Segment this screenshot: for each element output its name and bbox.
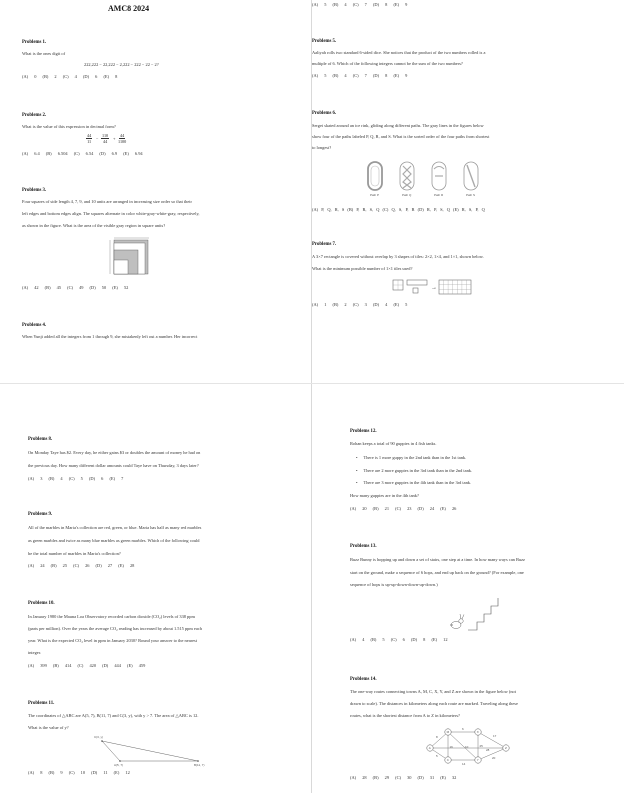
problem-6-line-1: Sergei skated around an ice rink, gliding along different paths. The gray lines in the figures below — [312, 123, 484, 128]
problem-4-text: When Yunji added all the integers from 1 through 9, she mistakenly left out a number. Her incorrect — [22, 334, 198, 339]
tiles-arrow: → — [431, 285, 437, 291]
problem-4-choices: (A) 5 (B) 4 (C) 7 (D) 8 (E) 9 — [312, 2, 408, 7]
problem-12-question: How many guppies are in the 4th tank? — [350, 493, 419, 498]
problem-12-bullet-3: • There are 3 more guppies in the 4th tank than in the 3rd tank. — [356, 480, 471, 485]
problem-13-stairs-figure — [446, 592, 502, 634]
problem-6-line-3: to longest? — [312, 145, 332, 150]
problem-2-choices: (A) 6.4 (B) 6.504 (C) 6.54 (D) 6.9 (E) 6.94 — [22, 151, 143, 156]
problem-13-line-2: start on the ground, make a sequence of 6 hops, and end up back on the ground? (For example, one — [350, 570, 524, 575]
problem-9-heading: Problems 9. — [28, 512, 53, 517]
problem-14-line-2: drawn to scale). The distances in kilometers along each route are marked. Traveling along these — [350, 701, 518, 706]
problem-8-line-1: On Monday Taye has $2. Every day, he either gains $3 or doubles the amount of money he had on — [28, 450, 201, 455]
problem-13-choices: (A) 4 (B) 5 (C) 6 (D) 8 (E) 12 — [350, 637, 448, 642]
problem-6-choices: (A) P, Q, R, S (B) P, R, S, Q (C) Q, S, P, R (D) R, P, S, Q (E) R, S, P, Q — [312, 207, 485, 212]
path-q-label: Path Q — [402, 193, 412, 197]
problem-3-line-3: as shown in the figure. What is the area of the visible gray region in square units? — [22, 223, 166, 228]
label-point-a: A(5, 7) — [114, 763, 124, 767]
fraction-3: $\frac{44}{1100}$ — [118, 133, 127, 144]
problem-13-line-1: Buzz Bunny is hopping up and down a set of stairs, one step at a time. In how many ways can Buzz — [350, 557, 525, 562]
page-gutter-horizontal — [0, 383, 624, 384]
path-s-figure — [464, 162, 478, 190]
path-r-figure — [432, 162, 446, 190]
bunny-icon — [451, 614, 464, 629]
problem-10-heading: Problems 10. — [28, 601, 55, 606]
weight-6: 17 — [493, 734, 497, 738]
problem-12-heading: Problems 12. — [350, 429, 377, 434]
node-m: M — [446, 730, 450, 734]
weight-4: 6 — [462, 727, 464, 731]
problem-14-choices: (A) 28 (B) 29 (C) 30 (D) 31 (E) 32 — [350, 775, 457, 780]
problem-9-line-1: All of the marbles in Maria's collection are red, green, or blue. Maria has half as many red marbles — [28, 525, 202, 530]
node-z: Z — [505, 746, 507, 750]
problem-13-heading: Problems 13. — [350, 544, 377, 549]
weight-7: 20 — [492, 756, 496, 760]
problem-6-line-2: show four of the paths labeled P, Q, R, and S. What is the sorted order of the four paths from shortest — [312, 134, 490, 139]
problem-12-text: Rohan keeps a total of 90 guppies in 4 fish tanks. — [350, 441, 437, 446]
problem-1-text: What is the ones digit of — [22, 51, 66, 56]
problem-4-heading: Problems 4. — [22, 323, 47, 328]
problem-10-line-1: In January 1980 the Mauna Loa Observatory recorded carbon dioxide (CO₂) levels of 338 ppm — [28, 614, 195, 619]
problem-5-choices: (A) 5 (B) 4 (C) 7 (D) 8 (E) 9 — [312, 73, 408, 78]
problem-5-line-2: multiple of 6. Which of the following integers cannot be the sum of the two numbers? — [312, 61, 463, 66]
label-point-c: C(3, y) — [94, 735, 103, 739]
problem-6-path-figures — [366, 160, 486, 200]
problem-3-line-2: left edges and bottom edges align. The squares alternate in color white-gray-white-gray, respectively, — [22, 211, 200, 216]
weight-5: 14 — [462, 762, 466, 766]
fraction-1: $\frac{44}{11}$ — [87, 133, 92, 144]
problem-5-line-1: Aaliyah rolls two standard 6-sided dice. She notices that the product of the two numbers rolled is a — [312, 50, 486, 55]
problem-1-expression: 222,222 − 22,222 − 2,222 − 222 − 22 − 2? — [84, 62, 159, 67]
problem-3-line-1: Four squares of side length 4, 7, 9, and 10 units are arranged in increasing size order so that their — [22, 199, 192, 204]
path-r-label: Path R — [434, 193, 444, 197]
document-title: AMC8 2024 — [108, 4, 150, 13]
problem-14-route-graph — [420, 722, 520, 770]
problem-3-heading: Problems 3. — [22, 188, 47, 193]
problem-10-line-4: integer. — [28, 650, 42, 655]
problem-7-tiles-figure — [392, 277, 472, 299]
problem-10-line-3: year. What is the expected CO₂ level in ppm in January 2030? Round your answer to the nearest — [28, 638, 197, 643]
problem-8-heading: Problems 8. — [28, 437, 53, 442]
problem-6-heading: Problems 6. — [312, 111, 337, 116]
path-p-figure — [368, 162, 382, 190]
problem-8-choices: (A) 3 (B) 4 (C) 5 (D) 6 (E) 7 — [28, 476, 124, 481]
problem-11-triangle-figure — [84, 733, 214, 767]
problem-9-choices: (A) 24 (B) 25 (C) 26 (D) 27 (E) 28 — [28, 563, 135, 568]
problem-9-line-3: be the total number of marbles in Maria's collection? — [28, 551, 121, 556]
problem-14-heading: Problems 14. — [350, 677, 377, 682]
problem-7-line-2: What is the minimum possible number of 1×1 tiles used? — [312, 266, 413, 271]
weight-10: 28 — [486, 748, 490, 752]
weight-3: 16 — [449, 745, 453, 749]
problem-3-squares-figure — [108, 236, 154, 276]
node-c: C — [446, 758, 449, 762]
path-q-figure — [400, 162, 414, 190]
fraction-2: $\frac{110}{44}$ — [102, 133, 109, 144]
problem-11-line-2: What is the value of y? — [28, 725, 69, 730]
problem-10-line-2: (parts per million). Over the years the average CO₂ reading has increased by about 1.515 ppm each — [28, 626, 202, 631]
problem-9-line-2: as green marbles and twice as many blue marbles as green marbles. Which of the following could — [28, 538, 200, 543]
path-s-label: Path S — [466, 193, 476, 197]
problem-12-bullet-1: • There is 1 more guppy in the 2nd tank than in the 1st tank. — [356, 455, 466, 460]
problem-5-heading: Problems 5. — [312, 39, 337, 44]
problem-12-choices: (A) 20 (B) 21 (C) 23 (D) 24 (E) 26 — [350, 506, 457, 511]
path-p-label: Path P — [370, 193, 380, 197]
problem-3-choices: (A) 42 (B) 45 (C) 49 (D) 50 (E) 52 — [22, 285, 129, 290]
problem-1-heading: Problems 1. — [22, 40, 47, 45]
problem-14-line-1: The one-way routes connecting towns A, M, C, X, Y, and Z are shown in the figure below (not — [350, 689, 516, 694]
problem-13-line-3: sequence of hops is up-up-down-down-up-down.) — [350, 582, 438, 587]
problem-11-choices: (A) 8 (B) 9 (C) 10 (D) 11 (E) 12 — [28, 770, 130, 775]
problem-2-text: What is the value of this expression in decimal form? — [22, 124, 116, 129]
weight-2: 5 — [436, 754, 438, 758]
problem-7-heading: Problems 7. — [312, 242, 337, 247]
problem-12-bullet-2: • There are 2 more guppies in the 3rd tank than in the 2nd tank. — [356, 468, 472, 473]
weight-8: 25 — [479, 744, 483, 748]
problem-10-choices: (A) 399 (B) 414 (C) 420 (D) 444 (E) 459 — [28, 663, 146, 668]
problem-7-line-1: A 3×7 rectangle is covered without overlap by 3 shapes of tiles: 2×2, 1×4, and 1×1, shown below. — [312, 254, 484, 259]
node-a: A — [428, 746, 431, 750]
problem-11-heading: Problems 11. — [28, 701, 55, 706]
weight-9: 10 — [465, 745, 469, 749]
label-point-b: B(11, 7) — [194, 763, 205, 767]
problem-7-choices: (A) 1 (B) 2 (C) 3 (D) 4 (E) 5 — [312, 302, 408, 307]
page-gutter-vertical — [311, 0, 312, 793]
weight-1: 8 — [436, 735, 438, 739]
problem-2-heading: Problems 2. — [22, 113, 47, 118]
problem-11-line-1: The coordinates of △ABC are A(5, 7), B(11, 7) and C(3, y), with y > 7. The area of △ABC is 12. — [28, 713, 199, 718]
node-y: Y — [476, 758, 479, 762]
problem-1-choices: (A) 0 (B) 2 (C) 4 (D) 6 (E) 8 — [22, 74, 118, 79]
problem-14-line-3: routes, what is the shortest distance from A to Z in kilometers? — [350, 713, 460, 718]
problem-8-line-2: the previous day. How many different dollar amounts could Taye have on Thursday, 3 days later? — [28, 463, 199, 468]
node-x: X — [476, 730, 479, 734]
